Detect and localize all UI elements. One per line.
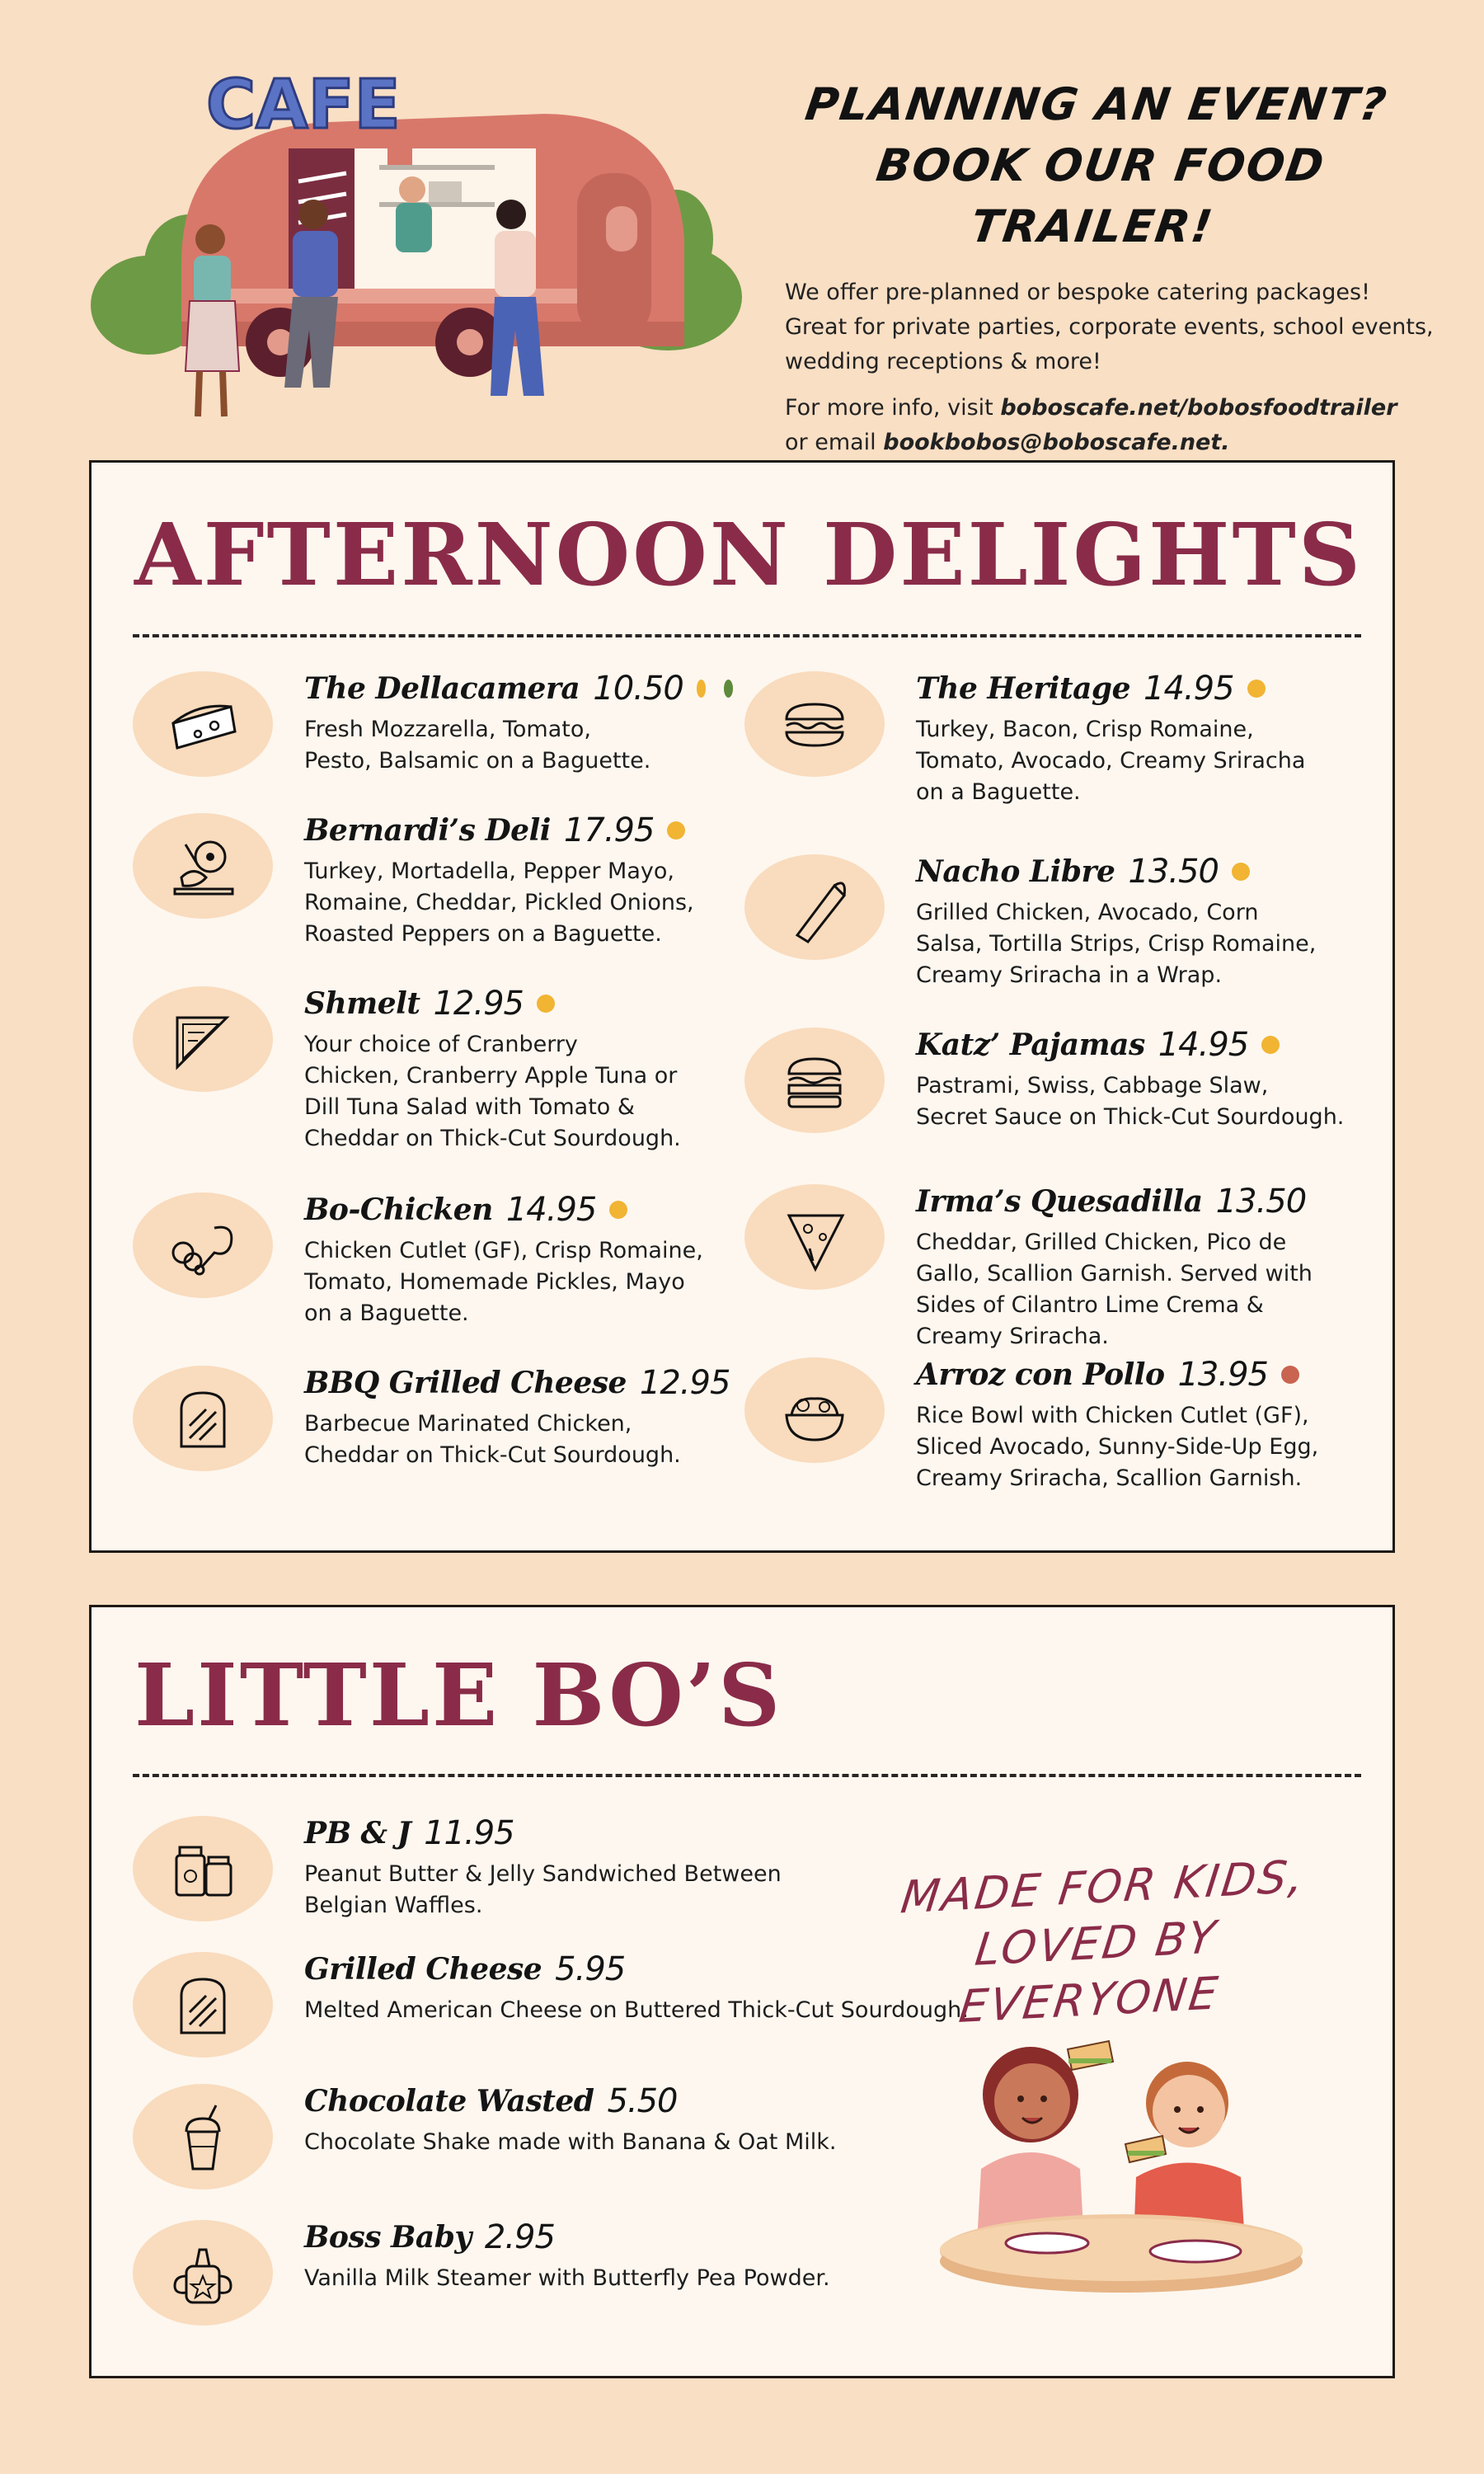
- item-name: Grilled Cheese: [304, 1952, 542, 1987]
- item-price: 2.95: [484, 2218, 555, 2256]
- description-line: Melted American Cheese on Buttered Thick-Cut Sourdough.: [304, 1997, 969, 2023]
- item-price: 14.95: [1144, 670, 1234, 708]
- description-line: Cheddar on Thick-Cut Sourdough.: [304, 1442, 681, 1468]
- description-line: Grilled Chicken, Avocado, Corn: [916, 900, 1259, 925]
- toast-icon: [133, 1366, 273, 1471]
- dietary-dot-icon: [724, 680, 733, 698]
- description-line: Tomato, Avocado, Creamy Sriracha: [916, 748, 1306, 774]
- dietary-dot-icon: [1232, 863, 1250, 881]
- burger-sandwich-icon: [744, 1028, 885, 1133]
- description-line: Roasted Peppers on a Baguette.: [304, 921, 662, 947]
- item-price: 13.50: [1128, 853, 1219, 891]
- item-description: [916, 1070, 1345, 1133]
- item-description: [916, 714, 1345, 808]
- description-line: Rice Bowl with Chicken Cutlet (GF),: [916, 1403, 1309, 1428]
- cheese-icon: [133, 671, 273, 777]
- description-line: Creamy Sriracha, Scallion Garnish.: [916, 1465, 1303, 1491]
- item-name: The Heritage: [916, 671, 1130, 706]
- item-name: PB & J: [304, 1816, 411, 1851]
- rice-bowl-icon: [744, 1357, 885, 1463]
- sippy-cup-icon: [133, 2220, 273, 2326]
- dietary-dot-icon: [537, 995, 555, 1013]
- item-price: 17.95: [563, 811, 655, 849]
- dietary-dot-icon: [697, 680, 706, 698]
- item-name: Shmelt: [304, 986, 420, 1021]
- item-name: Bernardi’s Deli: [304, 813, 551, 848]
- food-trailer-illustration: [82, 49, 758, 437]
- dietary-dot-icon: [667, 821, 685, 840]
- item-price: 13.50: [1215, 1183, 1307, 1221]
- description-line: on a Baguette.: [916, 779, 1081, 805]
- promo-info: For more info, visit boboscafe.net/bobosfoodtrailer or email bookbobos@boboscafe.net.: [785, 395, 1397, 455]
- description-line: Dill Tuna Salad with Tomato &: [304, 1094, 635, 1120]
- description-line: Your choice of Cranberry: [304, 1032, 578, 1057]
- item-name: BBQ Grilled Cheese: [304, 1366, 627, 1400]
- dashed-divider: [133, 634, 1361, 637]
- item-price: 5.95: [555, 1950, 626, 1988]
- description-line: Turkey, Mortadella, Pepper Mayo,: [304, 858, 674, 884]
- meat-slicer-icon: [133, 813, 273, 919]
- event-promo: [758, 74, 1435, 460]
- kids-tagline: MADE FOR KIDS, LOVED BY EVERYONE: [898, 1850, 1309, 2034]
- sub-sandwich-icon: [744, 671, 885, 777]
- item-name: Nacho Libre: [916, 854, 1115, 889]
- item-description: [916, 1400, 1345, 1494]
- sandwich-half-icon: [133, 986, 273, 1092]
- description-line: on a Baguette.: [304, 1300, 469, 1326]
- item-name: Boss Baby: [304, 2220, 472, 2255]
- promo-title-line1: PLANNING AN EVENT?: [802, 78, 1392, 130]
- item-description: [916, 1227, 1345, 1352]
- description-line: Romaine, Cheddar, Pickled Onions,: [304, 890, 694, 915]
- item-description: [304, 714, 733, 777]
- dashed-divider: [133, 1774, 1361, 1777]
- promo-url-link[interactable]: boboscafe.net/bobosfoodtrailer: [1000, 395, 1397, 421]
- milkshake-icon: [133, 2084, 273, 2189]
- description-line: Belgian Waffles.: [304, 1893, 483, 1918]
- item-price: 12.95: [433, 985, 524, 1023]
- description-line: Sides of Cilantro Lime Crema &: [916, 1292, 1264, 1318]
- item-name: The Dellacamera: [304, 671, 580, 706]
- item-price: 5.50: [607, 2082, 678, 2120]
- description-line: Salsa, Tortilla Strips, Crisp Romaine,: [916, 931, 1317, 957]
- item-description: [304, 856, 733, 950]
- item-price: 11.95: [424, 1814, 514, 1852]
- item-description: [304, 1409, 733, 1471]
- description-line: Fresh Mozzarella, Tomato,: [304, 717, 591, 742]
- toast-icon: [133, 1952, 273, 2058]
- item-price: 10.50: [593, 670, 683, 708]
- chicken-leg-icon: [133, 1192, 273, 1298]
- wrap-icon: [744, 854, 885, 960]
- item-name: Arroz con Pollo: [916, 1357, 1165, 1392]
- description-line: Creamy Sriracha in a Wrap.: [916, 962, 1223, 988]
- item-name: Bo-Chicken: [304, 1192, 493, 1227]
- description-line: Turkey, Bacon, Crisp Romaine,: [916, 717, 1254, 742]
- description-line: Tomato, Homemade Pickles, Mayo: [304, 1269, 685, 1295]
- description-line: Chicken Cutlet (GF), Crisp Romaine,: [304, 1238, 703, 1263]
- item-name: Irma’s Quesadilla: [916, 1184, 1203, 1219]
- description-line: Sliced Avocado, Sunny-Side-Up Egg,: [916, 1434, 1319, 1460]
- description-line: Chicken, Cranberry Apple Tuna or: [304, 1063, 678, 1089]
- item-price: 14.95: [1158, 1026, 1249, 1064]
- item-description: [304, 1235, 733, 1329]
- item-price: 12.95: [639, 1364, 730, 1402]
- item-name: Katz’ Pajamas: [916, 1028, 1145, 1062]
- section-title: AFTERNOON DELIGHTS: [134, 504, 1363, 605]
- jar-icon: [133, 1816, 273, 1921]
- item-name: Chocolate Wasted: [304, 2084, 594, 2119]
- item-description: [916, 897, 1345, 991]
- description-line: Secret Sauce on Thick-Cut Sourdough.: [916, 1104, 1345, 1130]
- description-line: Pesto, Balsamic on a Baguette.: [304, 748, 651, 774]
- description-line: Cheddar, Grilled Chicken, Pico de: [916, 1230, 1287, 1255]
- dietary-dot-icon: [609, 1201, 627, 1219]
- description-line: Creamy Sriracha.: [916, 1324, 1109, 1349]
- dietary-dot-icon: [1261, 1036, 1280, 1054]
- dietary-dot-icon: [1281, 1366, 1299, 1384]
- promo-title-line2: BOOK OUR FOOD TRAILER!: [873, 139, 1329, 252]
- description-line: Pastrami, Swiss, Cabbage Slaw,: [916, 1073, 1269, 1098]
- item-description: [304, 1029, 733, 1155]
- description-line: Gallo, Scallion Garnish. Served with: [916, 1261, 1313, 1286]
- promo-body: We offer pre-planned or bespoke catering packages! Great for private parties, corporate events, school events, wedding receptions & more!: [785, 280, 1434, 374]
- description-line: Cheddar on Thick-Cut Sourdough.: [304, 1126, 681, 1151]
- section-title: LITTLE BO’S: [134, 1644, 783, 1746]
- afternoon-delights-panel: [89, 460, 1395, 1553]
- description-line: Barbecue Marinated Chicken,: [304, 1411, 632, 1437]
- description-line: Chocolate Shake made with Banana & Oat Milk.: [304, 2129, 837, 2155]
- kids-eating-illustration: [923, 2004, 1319, 2293]
- item-price: 14.95: [505, 1191, 597, 1229]
- description-line: Peanut Butter & Jelly Sandwiched Between: [304, 1861, 782, 1887]
- description-line: Vanilla Milk Steamer with Butterfly Pea Powder.: [304, 2265, 830, 2291]
- promo-email-link[interactable]: bookbobos@boboscafe.net: [883, 430, 1222, 455]
- quesadilla-icon: [744, 1184, 885, 1290]
- cafe-sign: CAFE: [206, 66, 401, 144]
- dietary-dot-icon: [1247, 680, 1266, 698]
- item-price: 13.95: [1177, 1356, 1268, 1394]
